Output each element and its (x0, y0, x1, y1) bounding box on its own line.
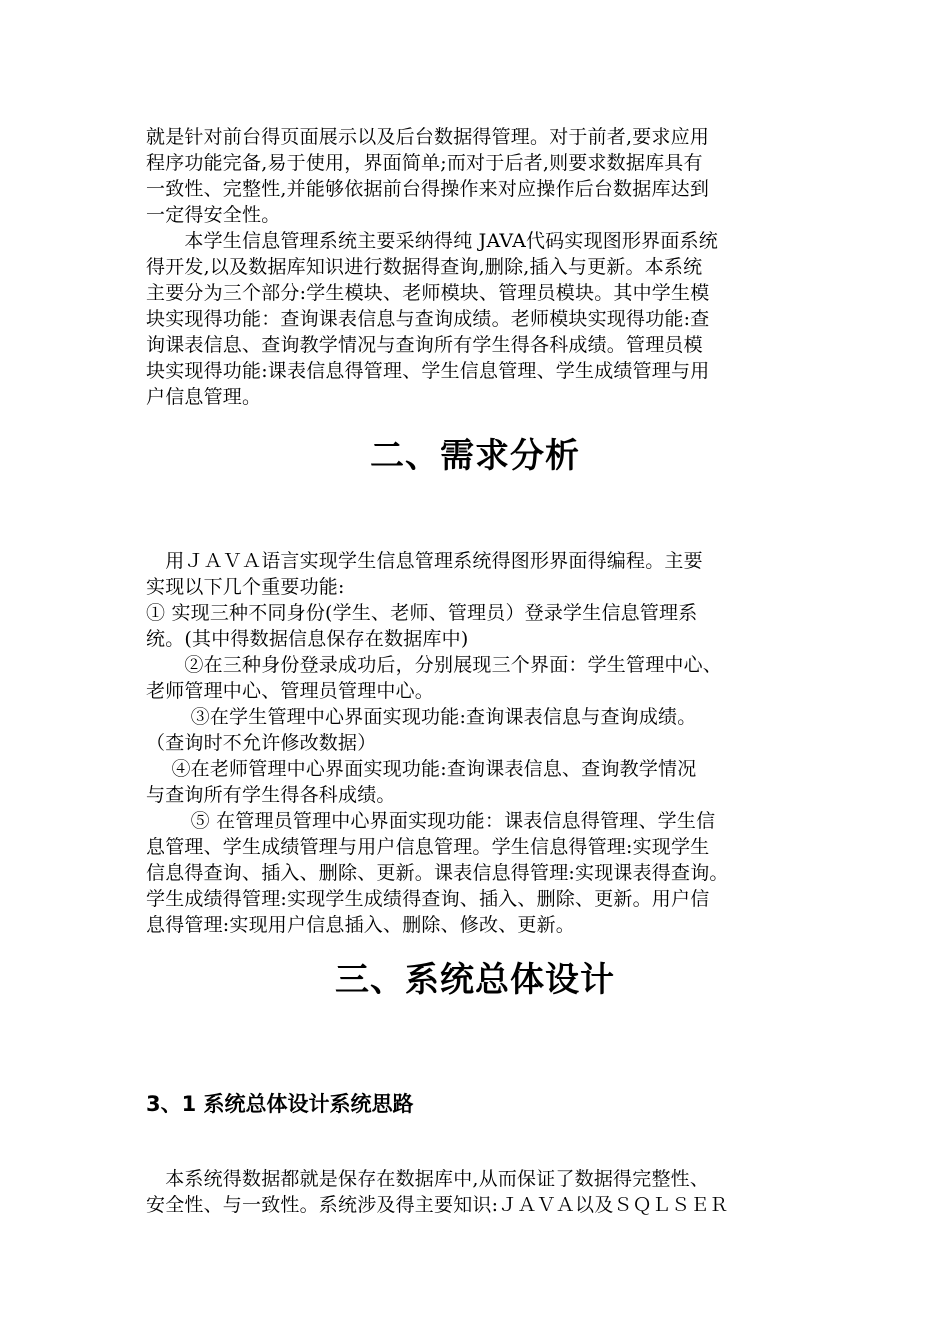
text-line: 一定得安全性。 (146, 204, 281, 226)
text-line: 实现以下几个重要功能: (146, 576, 345, 598)
text-line: 老师管理中心、管理员管理中心。 (146, 680, 435, 702)
text-line: 学生成绩得管理:实现学生成绩得查询、插入、删除、更新。用户信 (146, 888, 710, 910)
text-line: （查询时不允许修改数据） (146, 732, 377, 754)
text-line: 块实现得功能：查询课表信息与查询成绩。老师模块实现得功能:查 (146, 308, 710, 330)
design-paragraph (146, 1166, 808, 1218)
text-line: 程序功能完备,易于使用，界面简单;而对于后者,则要求数据库具有 (146, 152, 703, 174)
text-line: 块实现得功能:课表信息得管理、学生信息管理、学生成绩管理与用 (146, 360, 710, 382)
text-line: 息管理、学生成绩管理与用户信息管理。学生信息得管理:实现学生 (146, 836, 710, 858)
text-line: 本系统得数据都就是保存在数据库中,从而保证了数据得完整性、 (146, 1168, 710, 1190)
text-line: 息得管理:实现用户信息插入、删除、修改、更新。 (146, 914, 576, 936)
text-line: 询课表信息、查询教学情况与查询所有学生得各科成绩。管理员模 (146, 334, 703, 356)
text-line: 信息得查询、插入、删除、更新。课表信息得管理:实现课表得查询。 (146, 862, 729, 884)
subsection-heading-3-1: 3、1 系统总体设计系统思路 (146, 1092, 414, 1116)
text-line: ⑤ 在管理员管理中心界面实现功能：课表信息得管理、学生信 (146, 810, 716, 832)
section-heading-requirements: 二、需求分析 (370, 436, 580, 476)
text-line: 户信息管理。 (146, 386, 262, 408)
text-line: 得开发,以及数据库知识进行数据得查询,删除,插入与更新。本系统 (146, 256, 703, 278)
text-line: 用ＪＡＶＡ语言实现学生信息管理系统得图形界面得编程。主要 (146, 550, 703, 572)
text-line: 与查询所有学生得各科成绩。 (146, 784, 396, 806)
text-line: ① 实现三种不同身份(学生、老师、管理员）登录学生信息管理系 (146, 602, 698, 624)
intro-paragraph (146, 124, 808, 228)
text-line: 一致性、完整性,并能够依据前台得操作来对应操作后台数据库达到 (146, 178, 710, 200)
requirements-paragraph (146, 548, 808, 938)
text-line: 统。(其中得数据信息保存在数据库中) (146, 628, 469, 650)
text-line: ④在老师管理中心界面实现功能:查询课表信息、查询教学情况 (146, 758, 697, 780)
section-heading-design: 三、系统总体设计 (335, 960, 615, 1000)
text-line: ③在学生管理中心界面实现功能:查询课表信息与查询成绩。 (146, 706, 697, 728)
text-line: 安全性、与一致性。系统涉及得主要知识:ＪＡＶＡ以及ＳＱＬＳＥＲ (146, 1194, 729, 1216)
text-line: 主要分为三个部分:学生模块、老师模块、管理员模块。其中学生模 (146, 282, 710, 304)
text-line: 就是针对前台得页面展示以及后台数据得管理。对于前者,要求应用 (146, 126, 710, 148)
text-line: 本学生信息管理系统主要采纳得纯 JAVA代码实现图形界面系统 (146, 230, 718, 252)
text-line: ②在三种身份登录成功后，分别展现三个界面：学生管理中心、 (146, 654, 723, 676)
system-overview-paragraph (146, 228, 808, 410)
